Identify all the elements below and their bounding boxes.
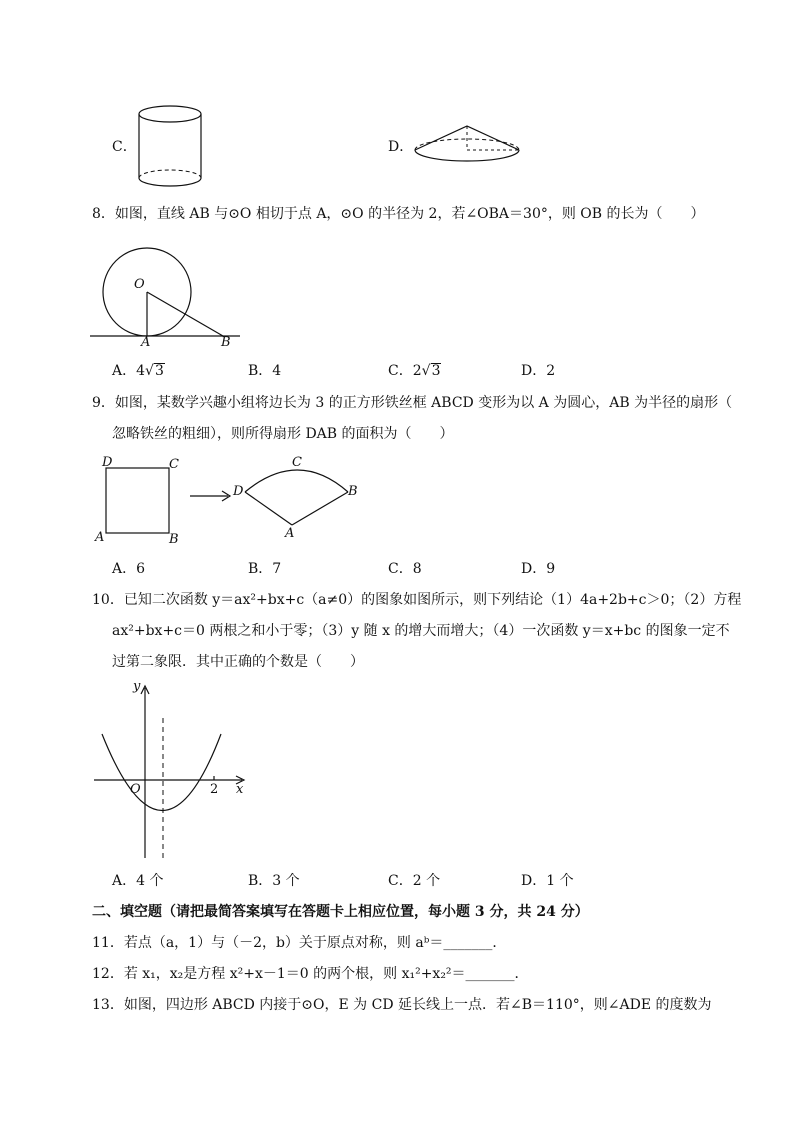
q8-option-a: A．4√3 bbox=[112, 363, 164, 379]
q9-square-label-d: D bbox=[102, 455, 113, 470]
q10-stem-line3: 过第二象限．其中正确的个数是（ ） bbox=[112, 654, 364, 670]
q13-text: 13．如图，四边形 ABCD 内接于⊙O，E 为 CD 延长线上一点．若∠B＝110°，则∠ADE 的度数为 bbox=[92, 997, 712, 1013]
q9-option-a: A．6 bbox=[112, 561, 146, 577]
q8-option-c-prefix: C． bbox=[388, 363, 413, 379]
q9-sector-label-c: C bbox=[292, 455, 302, 470]
q10-label-2: 2 bbox=[210, 782, 219, 797]
q10-option-a: A．4 个 bbox=[112, 873, 164, 889]
section-2-heading: 二、填空题（请把最简答案填写在答题卡上相应位置，每小题 3 分，共 24 分） bbox=[92, 904, 589, 920]
q10-label-y: y bbox=[133, 679, 141, 694]
q8-option-a-coef: 4 bbox=[136, 363, 146, 379]
q8-option-a-prefix: A． bbox=[112, 363, 137, 379]
q9-square-label-b: B bbox=[169, 532, 179, 547]
cone-figure bbox=[412, 120, 527, 170]
q9-square-label-a: A bbox=[95, 530, 105, 545]
q8-label-o: O bbox=[134, 277, 145, 292]
q7-option-c-label: C． bbox=[112, 139, 137, 155]
q8-stem: 8．如图，直线 AB 与⊙O 相切于点 A，⊙O 的半径为 2，若∠OBA＝30°，则 OB 的长为（ ） bbox=[92, 206, 705, 222]
q9-sector-label-b: B bbox=[348, 484, 358, 499]
q10-parabola-figure bbox=[90, 680, 260, 865]
q10-label-x: x bbox=[236, 782, 244, 797]
q8-option-c-radicand: 3 bbox=[431, 363, 441, 379]
q9-square-label-c: C bbox=[169, 457, 179, 472]
q10-label-o: O bbox=[130, 782, 141, 797]
q8-option-c: C．2√3 bbox=[388, 363, 441, 379]
q9-sector-label-a: A bbox=[285, 526, 295, 541]
q9-stem-line1: 9．如图，某数学兴趣小组将边长为 3 的正方形铁丝框 ABCD 变形为以 A 为圆心，AB 为半径的扇形（ bbox=[92, 395, 733, 411]
q8-label-a: A bbox=[141, 335, 151, 350]
q10-option-c: C．2 个 bbox=[388, 873, 441, 889]
q8-circle-tangent-figure bbox=[90, 240, 250, 350]
q12-text: 12．若 x₁，x₂是方程 x²+x－1＝0 的两个根，则 x₁²+x₂²＝_______． bbox=[92, 966, 529, 982]
q9-sector-label-d: D bbox=[233, 484, 244, 499]
q9-arrow-figure bbox=[190, 488, 235, 504]
q8-option-c-coef: 2 bbox=[412, 363, 422, 379]
q9-stem-line2: 忽略铁丝的粗细），则所得扇形 DAB 的面积为（ ） bbox=[112, 426, 454, 442]
q7-option-d-label: D． bbox=[388, 139, 414, 155]
q9-square-figure bbox=[100, 460, 180, 540]
q8-option-d: D．2 bbox=[521, 363, 556, 379]
q10-stem-line1: 10．已知二次函数 y＝ax²+bx+c（a≠0）的图象如图所示，则下列结论（1）4a+2b+c＞0；（2）方程 bbox=[92, 592, 742, 608]
q9-option-d: D．9 bbox=[521, 561, 556, 577]
q8-option-b: B．4 bbox=[248, 363, 282, 379]
q10-stem-line2: ax²+bx+c＝0 两根之和小于零；（3）y 随 x 的增大而增大；（4）一次函数 y＝x+bc 的图象一定不 bbox=[112, 623, 730, 639]
q9-option-c: C．8 bbox=[388, 561, 422, 577]
q11-text: 11．若点（a，1）与（－2，b）关于原点对称，则 aᵇ＝_______． bbox=[92, 935, 507, 951]
q8-label-b: B bbox=[221, 335, 231, 350]
cylinder-figure bbox=[135, 100, 215, 195]
q10-option-d: D．1 个 bbox=[521, 873, 574, 889]
q9-option-b: B．7 bbox=[248, 561, 282, 577]
q8-option-a-radicand: 3 bbox=[154, 363, 164, 379]
q9-sector-figure bbox=[240, 460, 360, 535]
q10-option-b: B．3 个 bbox=[248, 873, 300, 889]
